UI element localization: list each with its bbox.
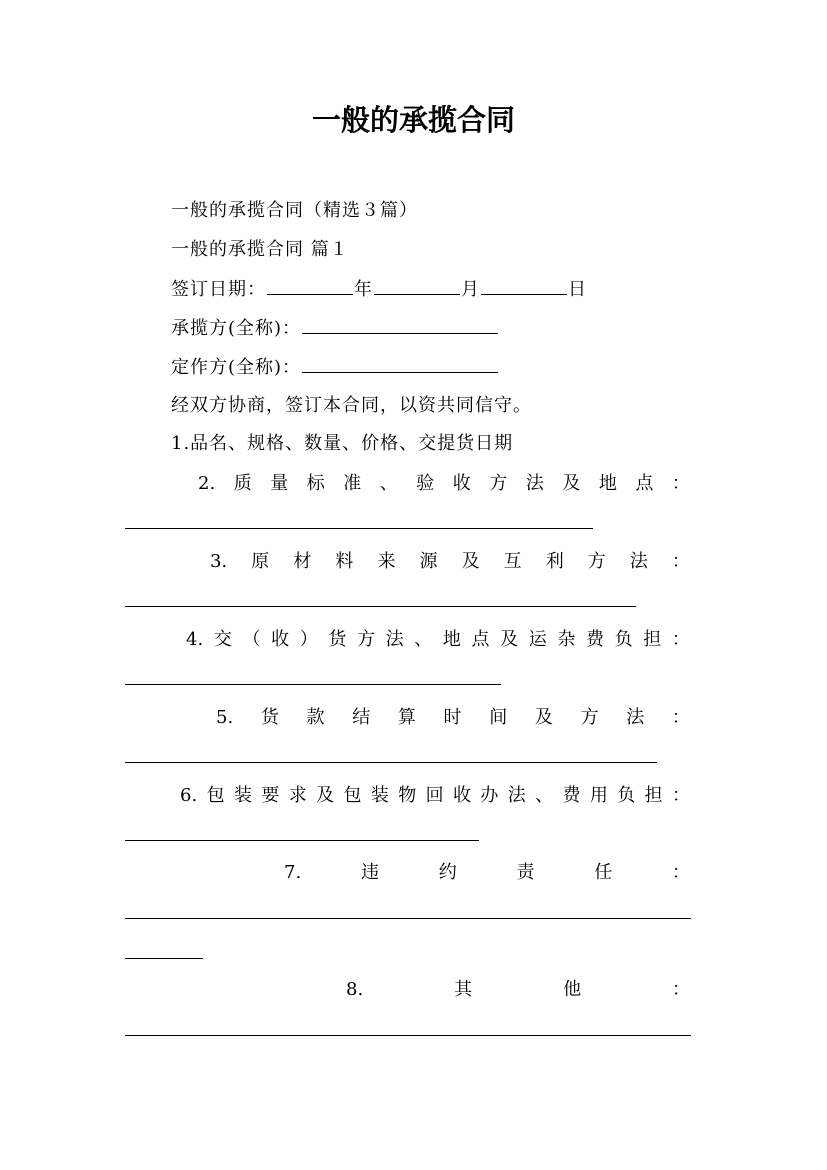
item-char: 收 xyxy=(271,629,290,650)
item-char: 点 xyxy=(471,629,490,650)
item-char: 负 xyxy=(614,629,633,650)
item-char: 及 xyxy=(534,707,553,728)
orderer-blank[interactable] xyxy=(302,354,498,373)
sign-date-line xyxy=(171,276,587,303)
item-char: 质 xyxy=(233,473,252,494)
item-char: 方 xyxy=(580,707,599,728)
item-char: 担 xyxy=(644,785,663,806)
item-char: 货 xyxy=(328,629,347,650)
item-5-blank[interactable] xyxy=(125,762,657,763)
item-char: 算 xyxy=(397,707,416,728)
item-char: ： xyxy=(672,979,690,1000)
item-char: ： xyxy=(671,551,690,572)
item-char: 、 xyxy=(379,473,398,494)
item-char: 结 xyxy=(352,707,371,728)
item-char: 法 xyxy=(385,629,404,650)
item-char: ： xyxy=(671,707,690,728)
year-label: 年 xyxy=(354,279,373,300)
document-title: 一般的承揽合同 xyxy=(311,103,515,137)
item-char: ： xyxy=(671,862,690,883)
item-7-blank[interactable] xyxy=(125,918,691,919)
item-char: 及 xyxy=(316,785,335,806)
item-char: 方 xyxy=(356,629,375,650)
sign-date-label: 签订日期： xyxy=(171,279,266,300)
item-char: 法 xyxy=(626,707,645,728)
item-char: 求 xyxy=(288,785,307,806)
item-char: 利 xyxy=(545,551,564,572)
item-8-blank[interactable] xyxy=(125,1035,691,1036)
item-char: 及 xyxy=(500,629,519,650)
item-char: 8. xyxy=(346,979,364,1000)
item-char: 、 xyxy=(535,785,554,806)
item-char: 5. xyxy=(216,707,234,728)
item-4-row xyxy=(186,627,690,653)
item-char: 原 xyxy=(251,551,270,572)
item-char: 用 xyxy=(589,785,608,806)
item-char: 款 xyxy=(306,707,325,728)
item-char: 地 xyxy=(442,629,461,650)
item-char: 及 xyxy=(562,473,581,494)
item-char: 、 xyxy=(414,629,433,650)
item-char: ） xyxy=(299,629,318,650)
item-2-row xyxy=(198,471,690,497)
contractor-line xyxy=(171,315,499,342)
item-char: 法 xyxy=(507,785,526,806)
item-char: 7. xyxy=(284,862,302,883)
item-char: 物 xyxy=(398,785,417,806)
item-char: 费 xyxy=(585,629,604,650)
item-char: 互 xyxy=(503,551,522,572)
item-char: 货 xyxy=(260,707,279,728)
item-char: ： xyxy=(671,785,690,806)
item-char: 包 xyxy=(206,785,225,806)
item-8-row xyxy=(346,977,690,1003)
item-char: 负 xyxy=(617,785,636,806)
item-char: 约 xyxy=(438,862,457,883)
item-char: ： xyxy=(671,473,690,494)
item-char: 收 xyxy=(452,785,471,806)
item-char: 责 xyxy=(516,862,535,883)
item-char: 验 xyxy=(416,473,435,494)
contractor-blank[interactable] xyxy=(302,315,498,334)
item-char: 其 xyxy=(454,979,473,1000)
item-char: 准 xyxy=(343,473,362,494)
item-char: 他 xyxy=(563,979,582,1000)
item-char: 3. xyxy=(210,551,228,572)
item-char: 6. xyxy=(180,785,198,806)
item-char: 点 xyxy=(635,473,654,494)
item-char: 方 xyxy=(489,473,508,494)
year-blank[interactable] xyxy=(267,276,353,295)
item-6-blank[interactable] xyxy=(125,840,479,841)
item-char: （ xyxy=(242,629,261,650)
item-3-row xyxy=(210,549,690,575)
item-char: 时 xyxy=(443,707,462,728)
item-char: ： xyxy=(671,629,690,650)
item-char: 间 xyxy=(489,707,508,728)
agreement-text: 经双方协商，签订本合同，以资共同信守。 xyxy=(171,395,532,416)
item-char: 材 xyxy=(293,551,312,572)
item-char: 料 xyxy=(335,551,354,572)
item-5-row xyxy=(216,705,690,731)
contractor-label: 承揽方(全称)： xyxy=(171,318,302,339)
item-char: 法 xyxy=(629,551,648,572)
subtitle: 一般的承揽合同（精选３篇） xyxy=(171,200,418,221)
item-7-blank-cont[interactable] xyxy=(125,958,203,959)
item-char: 4. xyxy=(186,629,204,650)
item-char: 标 xyxy=(306,473,325,494)
item-char: 任 xyxy=(594,862,613,883)
item-6-row xyxy=(180,783,690,809)
item-char: 办 xyxy=(480,785,499,806)
orderer-label: 定作方(全称)： xyxy=(171,357,302,378)
item-7-row xyxy=(284,860,690,886)
item-char: 量 xyxy=(270,473,289,494)
item-char: 包 xyxy=(343,785,362,806)
item-4-blank[interactable] xyxy=(125,684,501,685)
item-char: 装 xyxy=(370,785,389,806)
item-char: 交 xyxy=(213,629,232,650)
item-char: 杂 xyxy=(557,629,576,650)
item-2-blank[interactable] xyxy=(125,528,593,529)
item-char: 2. xyxy=(198,473,216,494)
item-char: 源 xyxy=(419,551,438,572)
month-label: 月 xyxy=(461,279,480,300)
item-char: 装 xyxy=(233,785,252,806)
day-blank[interactable] xyxy=(481,276,567,295)
month-blank[interactable] xyxy=(374,276,460,295)
item-char: 回 xyxy=(425,785,444,806)
day-label: 日 xyxy=(568,279,587,300)
item-char: 方 xyxy=(587,551,606,572)
item-char: 费 xyxy=(562,785,581,806)
item-3-blank[interactable] xyxy=(125,606,636,607)
item-char: 来 xyxy=(377,551,396,572)
item-char: 及 xyxy=(461,551,480,572)
item-char: 担 xyxy=(643,629,662,650)
chapter-heading: 一般的承揽合同 篇１ xyxy=(171,239,349,260)
item-char: 运 xyxy=(528,629,547,650)
item-char: 地 xyxy=(598,473,617,494)
item-char: 违 xyxy=(360,862,379,883)
orderer-line xyxy=(171,354,499,381)
item-1: 1.品名、规格、数量、价格、交提货日期 xyxy=(171,433,514,454)
item-char: 法 xyxy=(525,473,544,494)
item-char: 收 xyxy=(452,473,471,494)
item-char: 要 xyxy=(261,785,280,806)
